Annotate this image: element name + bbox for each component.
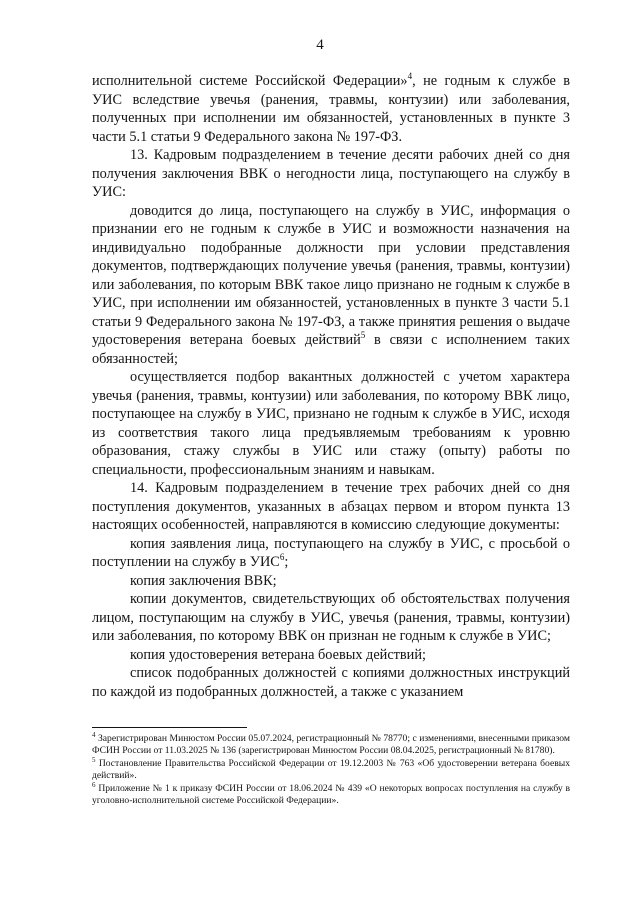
- text-run: копия заключения ВВК;: [130, 572, 277, 589]
- footnote-mark: 5: [92, 755, 96, 764]
- footnote-ref-5[interactable]: 5: [360, 330, 366, 340]
- text-run: ;: [284, 554, 289, 570]
- footnote-text: Приложение № 1 к приказу ФСИН России от 18.06.2024 № 439 «О некоторых вопросах поступления на службу в уголовно-исполнительной системе Российской Федерации».: [92, 782, 570, 807]
- page-number: 4: [316, 37, 324, 53]
- list-item-circumstances-copies: [92, 590, 570, 646]
- text-run: копия удостоверения ветерана боевых действий;: [130, 646, 426, 663]
- footnote-5: [92, 755, 570, 783]
- list-item-veteran-certificate-copy: [92, 646, 570, 665]
- text-run: список подобранных должностей с копиями должностных инструкций по каждой из подобранных должностей, а также с указанием: [92, 665, 570, 700]
- footnotes: [92, 733, 570, 807]
- footnote-mark: 6: [92, 780, 96, 789]
- text-run: в связи с исполнением таких обязанностей;: [92, 332, 570, 367]
- text-run: 13. Кадровым подразделением в течение десяти рабочих дней со дня получения заключения ВВК о негодности лица, поступающего на службу в УИС:: [92, 147, 570, 200]
- footnote-ref-6[interactable]: 6: [279, 552, 285, 562]
- footnote-text: Постановление Правительства Российской Федерации от 19.12.2003 № 763 «Об удостоверении ветерана боевых действий».: [92, 757, 570, 782]
- paragraph-continuation: [92, 72, 570, 146]
- list-item-positions-list: [92, 664, 570, 701]
- body-text: [92, 72, 570, 701]
- paragraph-item-14: [92, 479, 570, 535]
- footnote-separator: [92, 727, 247, 728]
- text-run: , не годным к службе в УИС вследствие увечья (ранения, травмы, контузии) или заболевания, полученных при исполнении им обязанностей, установленных в пункте 3 части 5.1 статьи 9 Федерального закона № 197-ФЗ.: [92, 73, 571, 145]
- text-run: исполнительной системе Российской Федерации»: [92, 73, 408, 89]
- text-run: доводится до лица, поступающего на службу в УИС, информация о признании его не годным к службе в УИС и возможности назначения на индивидуально подобранные должности при условии представления документов, подтверждающих получение увечья (ранения, травмы, контузии) или заболевания, по которым ВВК такое лицо признано не годным к службе в УИС, при исполнении им обязанностей, установленных в пункте 3 части 5.1 статьи 9 Федерального закона № 197-ФЗ, а также принятия решения о выдаче удостоверения ветерана боевых действий: [92, 202, 570, 348]
- paragraph-selection: [92, 368, 570, 479]
- list-item-application-copy: [92, 535, 570, 572]
- text-run: осуществляется подбор вакантных должностей с учетом характера увечья (ранения, травмы, контузии) или заболевания, по которому ВВК лицо, поступающее на службу в УИС, признано не годным к службе в УИС, исходя из соответствия такого лица предъявляемым требованиям к уровню образования, стажу службы в УИС или стажу (опыту) работы по специальности, профессиональным знаниям и навыкам.: [92, 369, 570, 478]
- text-run: копия заявления лица, поступающего на службу в УИС, с просьбой о поступлении на службу в УИС: [92, 535, 570, 570]
- paragraph-item-13: [92, 146, 570, 202]
- footnote-4: [92, 733, 570, 758]
- list-item-vvk-copy: [92, 572, 570, 591]
- paragraph-inform: [92, 202, 570, 369]
- footnote-text: Зарегистрирован Минюстом России 05.07.2024, регистрационный № 78770; с изменениями, внесенными приказом ФСИН России от 11.03.2025 № 136 (зарегистрирован Минюстом России 08.04.2025, регистрационный № 81780).: [92, 733, 570, 757]
- footnote-mark: 4: [92, 731, 96, 739]
- text-run: копии документов, свидетельствующих об обстоятельствах получения лицом, поступающим на службу в УИС, увечья (ранения, травмы, контузии) или заболевания, по которому ВВК он признан не годным к службе в УИС;: [92, 591, 570, 644]
- text-run: 14. Кадровым подразделением в течение трех рабочих дней со дня поступления документов, указанных в абзацах первом и втором пункта 13 настоящих особенностей, направляются в комиссию следующие документы:: [92, 480, 570, 533]
- footnote-ref-4[interactable]: 4: [407, 71, 413, 81]
- footnote-6: [92, 780, 570, 808]
